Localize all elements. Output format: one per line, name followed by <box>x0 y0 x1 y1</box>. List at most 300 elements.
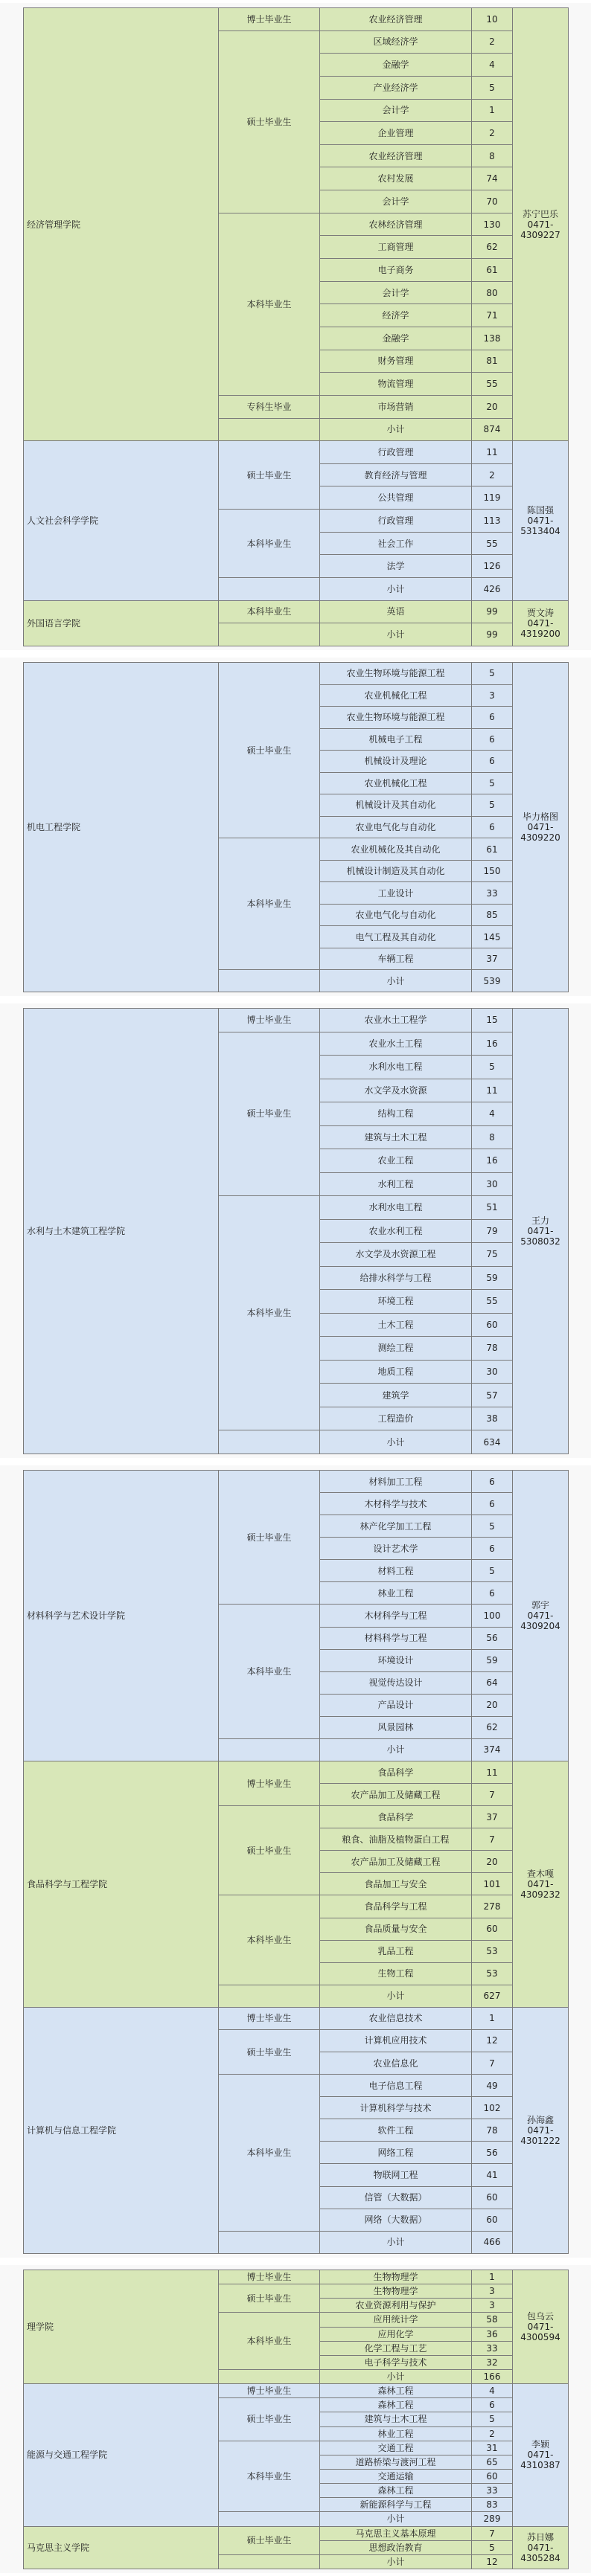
major-name: 森林工程 <box>320 2484 472 2498</box>
major-name: 电子商务 <box>320 259 472 282</box>
major-name: 视觉传达设计 <box>320 1671 472 1694</box>
major-name: 教育经济与管理 <box>320 463 472 486</box>
major-name: 英语 <box>320 600 472 623</box>
major-name: 交通工程 <box>320 2441 472 2455</box>
major-name: 农林经济管理 <box>320 213 472 236</box>
subtotal-label: 小计 <box>320 970 472 992</box>
table-row <box>24 600 569 623</box>
contact-cell <box>513 2007 569 2253</box>
major-name: 新能源科学与工程 <box>320 2498 472 2512</box>
subtotal-value: 627 <box>472 1985 513 2007</box>
college-name: 经济管理学院 <box>24 8 219 441</box>
subtotal-value: 539 <box>472 970 513 992</box>
graduate-count: 62 <box>472 1716 513 1738</box>
major-name: 农产品加工及储藏工程 <box>320 1851 472 1873</box>
contact-name: 查木嘎 <box>526 1868 554 1879</box>
graduate-count: 1 <box>472 2270 513 2284</box>
subtotal-spacer <box>219 970 320 992</box>
graduate-count: 2 <box>472 122 513 145</box>
graduate-count: 101 <box>472 1873 513 1895</box>
major-name: 应用统计学 <box>320 2313 472 2327</box>
major-name: 物联网工程 <box>320 2164 472 2186</box>
graduate-count: 7 <box>472 2526 513 2540</box>
major-name: 交通运输 <box>320 2469 472 2483</box>
graduate-count: 75 <box>472 1243 513 1267</box>
degree-level: 博士毕业生 <box>219 2270 320 2284</box>
graduate-count: 5 <box>472 1056 513 1079</box>
graduate-count: 6 <box>472 2398 513 2412</box>
major-name: 机械电子工程 <box>320 728 472 751</box>
graduate-count: 11 <box>472 441 513 464</box>
major-name: 粮食、油脂及植物蛋白工程 <box>320 1828 472 1851</box>
graduate-count: 20 <box>472 1694 513 1716</box>
graduate-count: 5 <box>472 76 513 99</box>
major-name: 食品科学 <box>320 1806 472 1828</box>
contact-name: 苏宁巴乐 <box>522 208 558 219</box>
major-name: 乳品工程 <box>320 1940 472 1962</box>
graduate-count: 5 <box>472 772 513 794</box>
graduate-count: 61 <box>472 838 513 861</box>
major-name: 网络工程 <box>320 2142 472 2164</box>
graduate-count: 15 <box>472 1009 513 1032</box>
major-name: 农业水土工程 <box>320 1032 472 1056</box>
graduate-count: 55 <box>472 373 513 396</box>
major-name: 思想政治教育 <box>320 2540 472 2554</box>
graduate-count: 6 <box>472 1538 513 1560</box>
contact-phone: 0471-4310387 <box>520 2450 560 2471</box>
graduate-count: 55 <box>472 532 513 555</box>
degree-level: 本科毕业生 <box>219 1895 320 1985</box>
graduate-count: 60 <box>472 1313 513 1337</box>
contact-name: 贾文涛 <box>526 607 554 618</box>
major-name: 工程造价 <box>320 1407 472 1430</box>
college-name: 水利与土木建筑工程学院 <box>24 1009 219 1454</box>
table-row <box>24 2007 569 2029</box>
graduate-count: 53 <box>472 1962 513 1985</box>
degree-level: 本科毕业生 <box>219 213 320 395</box>
major-name: 农业机械化工程 <box>320 772 472 794</box>
major-name: 农业水利工程 <box>320 1219 472 1243</box>
major-name: 计算机科学与技术 <box>320 2097 472 2119</box>
graduate-count: 37 <box>472 948 513 970</box>
graduate-count: 2 <box>472 30 513 54</box>
degree-level: 硕士毕业生 <box>219 1032 320 1196</box>
graduate-count: 2 <box>472 2426 513 2441</box>
major-name: 设计艺术学 <box>320 1538 472 1560</box>
major-name: 企业管理 <box>320 122 472 145</box>
major-name: 水利工程 <box>320 1172 472 1196</box>
degree-level: 硕士毕业生 <box>219 1806 320 1895</box>
degree-level: 本科毕业生 <box>219 1605 320 1738</box>
graduate-count: 59 <box>472 1649 513 1671</box>
graduate-count: 74 <box>472 167 513 190</box>
degree-level: 本科毕业生 <box>219 510 320 578</box>
major-name: 农业水土工程学 <box>320 1009 472 1032</box>
graduate-count: 71 <box>472 304 513 327</box>
graduate-count: 100 <box>472 1605 513 1627</box>
degree-level: 本科毕业生 <box>219 1196 320 1430</box>
graduate-count: 3 <box>472 684 513 707</box>
contact-name: 陈国强 <box>526 504 554 515</box>
contact-cell <box>513 663 569 992</box>
graduate-count: 8 <box>472 1125 513 1149</box>
contact-phone: 0471-4301222 <box>520 2124 560 2146</box>
graduate-count: 6 <box>472 728 513 751</box>
subtotal-value: 99 <box>472 623 513 646</box>
major-name: 金融学 <box>320 327 472 350</box>
graduate-count: 113 <box>472 510 513 533</box>
subtotal-value: 634 <box>472 1430 513 1454</box>
subtotal-value: 374 <box>472 1738 513 1761</box>
subtotal-value: 466 <box>472 2231 513 2253</box>
graduate-count: 8 <box>472 144 513 167</box>
major-name: 食品质量与安全 <box>320 1918 472 1940</box>
major-name: 地质工程 <box>320 1360 472 1384</box>
graduate-count: 5 <box>472 1560 513 1582</box>
major-name: 林业工程 <box>320 1582 472 1605</box>
graduate-count: 3 <box>472 2299 513 2313</box>
graduate-count: 55 <box>472 1290 513 1314</box>
graduate-count: 2 <box>472 463 513 486</box>
degree-level: 硕士毕业生 <box>219 441 320 510</box>
major-name: 生物物理学 <box>320 2270 472 2284</box>
graduate-table <box>23 1008 569 1454</box>
graduate-count: 60 <box>472 1918 513 1940</box>
degree-level: 本科毕业生 <box>219 2075 320 2232</box>
major-name: 物流管理 <box>320 373 472 396</box>
major-name: 森林工程 <box>320 2384 472 2398</box>
major-name: 材料工程 <box>320 1560 472 1582</box>
college-name: 材料科学与艺术设计学院 <box>24 1471 219 1761</box>
major-name: 农产品加工及储藏工程 <box>320 1784 472 1806</box>
graduate-table <box>23 7 569 646</box>
subtotal-spacer <box>219 2231 320 2253</box>
contact-cell <box>513 8 569 441</box>
degree-level: 硕士毕业生 <box>219 2284 320 2313</box>
graduate-table <box>23 2270 569 2569</box>
college-name: 计算机与信息工程学院 <box>24 2007 219 2253</box>
contact-name: 王力 <box>531 1215 549 1226</box>
major-name: 给排水科学与工程 <box>320 1266 472 1290</box>
major-name: 电气工程及其自动化 <box>320 926 472 948</box>
contact-phone: 0471-4309204 <box>520 1610 560 1631</box>
subtotal-label: 小计 <box>320 418 472 441</box>
contact-cell <box>513 1009 569 1454</box>
major-name: 社会工作 <box>320 532 472 555</box>
graduate-count: 16 <box>472 1149 513 1173</box>
contact-name: 毕力格图 <box>522 811 558 822</box>
major-name: 经济学 <box>320 304 472 327</box>
graduate-count: 278 <box>472 1895 513 1918</box>
page-card <box>0 1003 591 1458</box>
graduate-count: 53 <box>472 1940 513 1962</box>
major-name: 农业工程 <box>320 1149 472 1173</box>
contact-phone: 0471-4309232 <box>520 1878 560 1900</box>
major-name: 土木工程 <box>320 1313 472 1337</box>
subtotal-value: 874 <box>472 418 513 441</box>
graduate-count: 5 <box>472 1515 513 1538</box>
major-name: 农业生物环境与能源工程 <box>320 707 472 729</box>
degree-level: 博士毕业生 <box>219 1009 320 1032</box>
graduate-count: 11 <box>472 1079 513 1102</box>
subtotal-label: 小计 <box>320 2231 472 2253</box>
subtotal-spacer <box>219 1430 320 1454</box>
subtotal-label: 小计 <box>320 2369 472 2383</box>
contact-cell <box>513 441 569 600</box>
degree-level: 硕士毕业生 <box>219 663 320 838</box>
table-row <box>24 8 569 31</box>
major-name: 化学工程与工艺 <box>320 2341 472 2355</box>
graduate-count: 6 <box>472 751 513 773</box>
major-name: 材料科学与工程 <box>320 1627 472 1649</box>
subtotal-value: 166 <box>472 2369 513 2383</box>
major-name: 农业电气化与自动化 <box>320 816 472 838</box>
graduate-count: 11 <box>472 1761 513 1784</box>
table-row <box>24 1471 569 1493</box>
major-name: 农业电气化与自动化 <box>320 904 472 926</box>
major-name: 财务管理 <box>320 350 472 373</box>
subtotal-label: 小计 <box>320 1430 472 1454</box>
graduate-count: 60 <box>472 2186 513 2209</box>
graduate-count: 60 <box>472 2209 513 2231</box>
graduate-count: 59 <box>472 1266 513 1290</box>
graduate-count: 79 <box>472 1219 513 1243</box>
graduate-count: 16 <box>472 1032 513 1056</box>
major-name: 木材科学与技术 <box>320 1493 472 1515</box>
major-name: 建筑与土木工程 <box>320 2412 472 2426</box>
major-name: 环境设计 <box>320 1649 472 1671</box>
degree-level: 本科毕业生 <box>219 2441 320 2512</box>
graduate-count: 36 <box>472 2327 513 2341</box>
contact-cell <box>513 2384 569 2526</box>
major-name: 环境工程 <box>320 1290 472 1314</box>
graduate-count: 126 <box>472 555 513 578</box>
degree-level: 专科生毕业 <box>219 395 320 418</box>
degree-level: 本科毕业生 <box>219 838 320 970</box>
graduate-count: 62 <box>472 236 513 259</box>
graduate-count: 56 <box>472 1627 513 1649</box>
contact-name: 孙海鑫 <box>526 2114 554 2125</box>
degree-level: 硕士毕业生 <box>219 30 320 213</box>
major-name: 测绘工程 <box>320 1337 472 1361</box>
table-row <box>24 1761 569 1784</box>
graduate-count: 51 <box>472 1196 513 1220</box>
graduate-count: 33 <box>472 2484 513 2498</box>
table-row <box>24 2384 569 2398</box>
graduate-count: 20 <box>472 395 513 418</box>
graduate-count: 56 <box>472 2142 513 2164</box>
major-name: 法学 <box>320 555 472 578</box>
major-name: 农业信息化 <box>320 2052 472 2075</box>
major-name: 电子科学与技术 <box>320 2355 472 2369</box>
major-name: 应用化学 <box>320 2327 472 2341</box>
page-card <box>0 1465 591 2258</box>
major-name: 农业机械化及其自动化 <box>320 838 472 861</box>
major-name: 道路桥梁与渡河工程 <box>320 2455 472 2469</box>
major-name: 农业信息技术 <box>320 2007 472 2029</box>
contact-name: 包乌云 <box>526 2311 554 2322</box>
table-row <box>24 441 569 464</box>
major-name: 信管（大数据） <box>320 2186 472 2209</box>
major-name: 建筑学 <box>320 1384 472 1407</box>
subtotal-spacer <box>219 1985 320 2007</box>
major-name: 农业经济管理 <box>320 144 472 167</box>
major-name: 水文学及水资源 <box>320 1079 472 1102</box>
major-name: 结构工程 <box>320 1102 472 1126</box>
graduate-count: 150 <box>472 860 513 882</box>
major-name: 会计学 <box>320 281 472 304</box>
graduate-count: 102 <box>472 2097 513 2119</box>
subtotal-label: 小计 <box>320 623 472 646</box>
college-name: 理学院 <box>24 2270 219 2384</box>
graduate-count: 5 <box>472 794 513 817</box>
graduate-count: 1 <box>472 2007 513 2029</box>
subtotal-spacer <box>219 578 320 601</box>
graduate-count: 83 <box>472 2498 513 2512</box>
graduate-count: 78 <box>472 1337 513 1361</box>
graduate-count: 32 <box>472 2355 513 2369</box>
subtotal-label: 小计 <box>320 578 472 601</box>
major-name: 产品设计 <box>320 1694 472 1716</box>
college-name: 食品科学与工程学院 <box>24 1761 219 2008</box>
college-name: 马克思主义学院 <box>24 2526 219 2569</box>
subtotal-label: 小计 <box>320 1985 472 2007</box>
major-name: 林业工程 <box>320 2426 472 2441</box>
subtotal-spacer <box>219 623 320 646</box>
graduate-count: 7 <box>472 2052 513 2075</box>
degree-level: 本科毕业生 <box>219 600 320 623</box>
graduate-count: 41 <box>472 2164 513 2186</box>
graduate-count: 6 <box>472 707 513 729</box>
subtotal-label: 小计 <box>320 2554 472 2569</box>
college-name: 人文社会科学学院 <box>24 441 219 600</box>
major-name: 生物工程 <box>320 1962 472 1985</box>
graduate-count: 61 <box>472 259 513 282</box>
major-name: 区域经济学 <box>320 30 472 54</box>
graduate-count: 7 <box>472 1784 513 1806</box>
graduate-count: 4 <box>472 2384 513 2398</box>
major-name: 食品科学与工程 <box>320 1895 472 1918</box>
major-name: 农业生物环境与能源工程 <box>320 663 472 685</box>
graduate-count: 6 <box>472 1471 513 1493</box>
major-name: 水利水电工程 <box>320 1056 472 1079</box>
contact-name: 李颖 <box>531 2439 549 2450</box>
major-name: 马克思主义基本原理 <box>320 2526 472 2540</box>
major-name: 市场营销 <box>320 395 472 418</box>
major-name: 材料加工工程 <box>320 1471 472 1493</box>
major-name: 木材科学与工程 <box>320 1605 472 1627</box>
graduate-table <box>23 1470 569 2254</box>
graduate-count: 3 <box>472 2284 513 2299</box>
table-row <box>24 2526 569 2540</box>
major-name: 农业资源利用与保护 <box>320 2299 472 2313</box>
graduate-count: 30 <box>472 1360 513 1384</box>
contact-phone: 0471-5313404 <box>520 515 560 536</box>
contact-name: 郭宇 <box>531 1600 549 1610</box>
major-name: 森林工程 <box>320 2398 472 2412</box>
degree-level: 博士毕业生 <box>219 1761 320 1806</box>
contact-cell <box>513 1761 569 2008</box>
graduate-count: 138 <box>472 327 513 350</box>
major-name: 水利水电工程 <box>320 1196 472 1220</box>
graduate-count: 85 <box>472 904 513 926</box>
graduate-count: 10 <box>472 8 513 31</box>
major-name: 行政管理 <box>320 441 472 464</box>
graduate-count: 33 <box>472 882 513 905</box>
major-name: 林产化学加工工程 <box>320 1515 472 1538</box>
major-name: 会计学 <box>320 99 472 122</box>
degree-level: 硕士毕业生 <box>219 2029 320 2074</box>
graduate-count: 33 <box>472 2341 513 2355</box>
graduate-count: 57 <box>472 1384 513 1407</box>
contact-phone: 0471-5308032 <box>520 1225 560 1247</box>
major-name: 农业机械化工程 <box>320 684 472 707</box>
graduate-count: 78 <box>472 2119 513 2142</box>
major-name: 建筑与土木工程 <box>320 1125 472 1149</box>
contact-phone: 0471-4300594 <box>520 2322 560 2343</box>
subtotal-label: 小计 <box>320 1738 472 1761</box>
subtotal-value: 289 <box>472 2512 513 2526</box>
major-name: 网络（大数据） <box>320 2209 472 2231</box>
degree-level: 博士毕业生 <box>219 8 320 31</box>
graduate-count: 5 <box>472 2412 513 2426</box>
major-name: 软件工程 <box>320 2119 472 2142</box>
contact-phone: 0471-4319200 <box>520 617 560 639</box>
graduate-count: 49 <box>472 2075 513 2097</box>
contact-cell <box>513 1471 569 1761</box>
degree-level: 博士毕业生 <box>219 2007 320 2029</box>
degree-level: 硕士毕业生 <box>219 2526 320 2554</box>
graduate-count: 7 <box>472 1828 513 1851</box>
major-name: 生物物理学 <box>320 2284 472 2299</box>
major-name: 风景园林 <box>320 1716 472 1738</box>
contact-phone: 0471-4305284 <box>520 2542 560 2563</box>
major-name: 工业设计 <box>320 882 472 905</box>
graduate-count: 5 <box>472 663 513 685</box>
graduate-count: 30 <box>472 1172 513 1196</box>
graduate-count: 99 <box>472 600 513 623</box>
contact-phone: 0471-4309220 <box>520 821 560 843</box>
graduate-count: 130 <box>472 213 513 236</box>
subtotal-spacer <box>219 2554 320 2569</box>
major-name: 车辆工程 <box>320 948 472 970</box>
subtotal-spacer <box>219 2369 320 2383</box>
major-name: 机械设计制造及其自动化 <box>320 860 472 882</box>
major-name: 电子信息工程 <box>320 2075 472 2097</box>
subtotal-value: 426 <box>472 578 513 601</box>
subtotal-spacer <box>219 2512 320 2526</box>
major-name: 食品加工与安全 <box>320 1873 472 1895</box>
graduate-count: 81 <box>472 350 513 373</box>
graduate-table <box>23 662 569 992</box>
table-row <box>24 1009 569 1032</box>
major-name: 公共管理 <box>320 486 472 510</box>
degree-level: 博士毕业生 <box>219 2384 320 2398</box>
graduate-count: 31 <box>472 2441 513 2455</box>
graduate-count: 119 <box>472 486 513 510</box>
graduate-count: 4 <box>472 1102 513 1126</box>
major-name: 水文学及水资源工程 <box>320 1243 472 1267</box>
college-name: 外国语言学院 <box>24 600 219 646</box>
major-name: 农业经济管理 <box>320 8 472 31</box>
graduate-count: 5 <box>472 2540 513 2554</box>
graduate-count: 20 <box>472 1851 513 1873</box>
major-name: 机械设计及理论 <box>320 751 472 773</box>
subtotal-label: 小计 <box>320 2512 472 2526</box>
contact-name: 苏日娜 <box>526 2531 554 2543</box>
contact-cell <box>513 600 569 646</box>
subtotal-spacer <box>219 1738 320 1761</box>
